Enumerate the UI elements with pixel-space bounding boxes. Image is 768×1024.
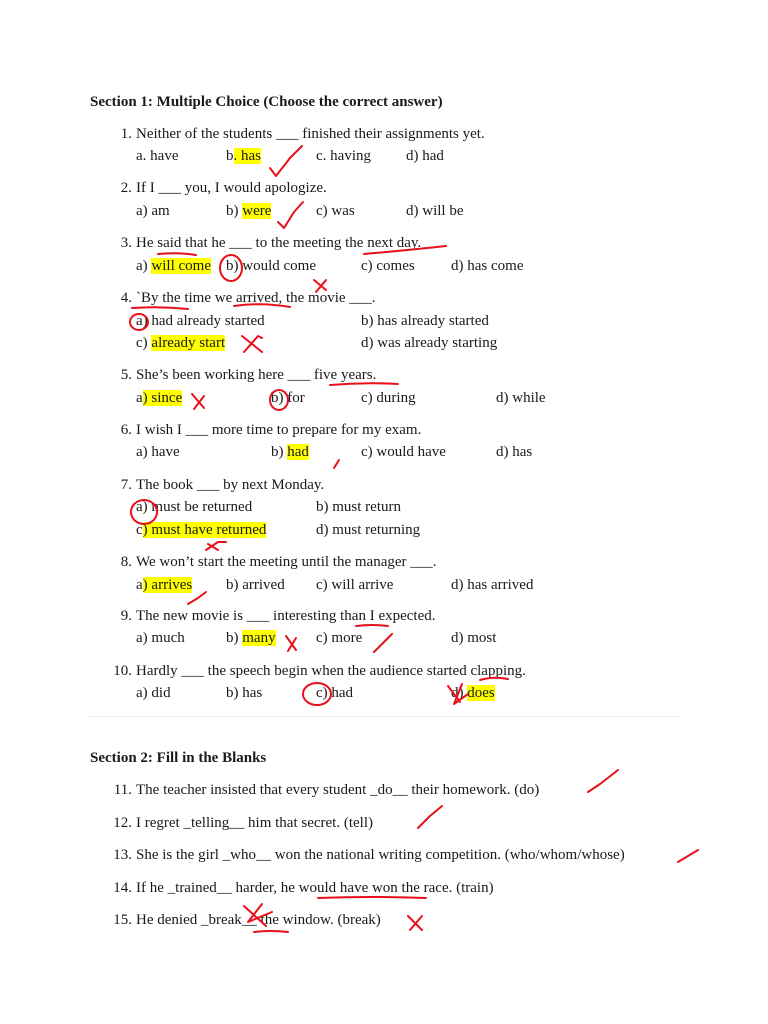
check-mark [334,460,339,468]
option-c: c) during [361,390,416,406]
option-c: c) had [316,685,354,701]
check-mark [270,146,302,176]
section-1-title: Section 1: Multiple Choice (Choose the correct answer) [90,94,443,110]
section-divider [90,716,678,717]
blank-item-text: I regret _telling__ him that secret. (tell) [136,815,373,831]
option-c: c) would have [361,444,446,460]
question-text: She’s been working here ___ five years. [136,367,377,383]
option-c: c) already start [136,335,226,351]
blank-item-text: If he _trained__ harder, he would have won the race. (train) [136,880,494,896]
blank-item-text: He denied _break__ the window. (break) [136,912,381,928]
question-number: 12. [113,815,132,831]
option-c: c) more [316,630,363,646]
option-d: d) has arrived [451,577,534,593]
option-d: d) must returning [316,522,421,538]
question-number: 6. [120,422,132,438]
option-a: a) will come [136,258,211,274]
option-b: b) were [226,203,272,219]
option-b: b) must return [316,499,401,515]
question-number: 10. [113,663,132,679]
option-a: a. have [136,148,179,164]
option-c: c) will arrive [316,577,394,593]
question-number: 8. [120,554,132,570]
option-a: a) arrives [136,577,193,593]
option-b: b) would come [226,258,316,274]
underline-mark [158,253,196,255]
check-mark [278,202,303,228]
option-c: c) was [316,203,355,219]
option-b: b) has already started [361,313,489,329]
option-a: a) must be returned [136,499,253,515]
option-d: d) will be [406,203,464,219]
option-b: b) many [226,630,276,646]
blank-item-text: The teacher insisted that every student _do__ their homework. (do) [136,782,540,798]
question-text: Hardly ___ the speech begin when the audience started clapping. [136,663,526,679]
question-number: 7. [120,477,132,493]
option-b: b) arrived [226,577,285,593]
option-d: d) has come [451,258,524,274]
question-text: `By the time we arrived, the movie ___. [136,290,376,306]
option-b: b) has [226,685,263,701]
question-number: 13. [113,847,132,863]
underline-mark [356,625,388,626]
option-b: b) had [271,444,309,460]
question-text: Neither of the students ___ finished their assignments yet. [136,126,485,142]
check-mark [374,634,392,652]
question-text: If I ___ you, I would apologize. [136,180,327,196]
question-text: The book ___ by next Monday. [136,477,325,493]
blank-item-text: She is the girl _who__ won the national writing competition. (who/whom/whose) [136,847,625,863]
option-a: a) much [136,630,185,646]
option-b: b) for [271,390,305,406]
question-number: 3. [120,235,132,251]
underline-mark [254,931,288,932]
option-d: d) does [451,685,495,701]
option-a: a) did [136,685,171,701]
check-mark [588,770,618,792]
option-c: c) must have returned [136,522,267,538]
cross-mark [286,636,296,651]
option-a: a) since [136,390,183,406]
option-d: d) has [496,444,533,460]
question-text: The new movie is ___ interesting than I expected. [136,608,436,624]
question-text: We won’t start the meeting until the manager ___. [136,554,437,570]
option-d: d) was already starting [361,335,498,351]
option-c: c. having [316,148,371,164]
question-number: 1. [120,126,132,142]
check-mark [418,806,442,828]
section-2-title: Section 2: Fill in the Blanks [90,750,267,766]
option-a: a) had already started [136,313,265,329]
question-number: 4. [120,290,132,306]
option-d: d) most [451,630,497,646]
question-number: 2. [120,180,132,196]
option-d: d) while [496,390,546,406]
question-number: 11. [113,782,132,798]
underline-mark [132,307,188,309]
cross-mark [206,542,226,550]
question-number: 9. [120,608,132,624]
question-number: 5. [120,367,132,383]
check-mark [678,850,698,862]
option-a: a) have [136,444,180,460]
cross-mark [192,394,204,409]
option-a: a) am [136,203,170,219]
option-d: d) had [406,148,444,164]
option-b: b. has [226,148,261,164]
question-text: He said that he ___ to the meeting the next day. [136,235,422,251]
question-number: 15. [113,912,132,928]
option-c: c) comes [361,258,415,274]
question-number: 14. [113,880,132,896]
question-text: I wish I ___ more time to prepare for my exam. [136,422,422,438]
underline-mark [318,897,426,898]
cross-mark [242,336,262,352]
cross-mark [408,916,422,930]
